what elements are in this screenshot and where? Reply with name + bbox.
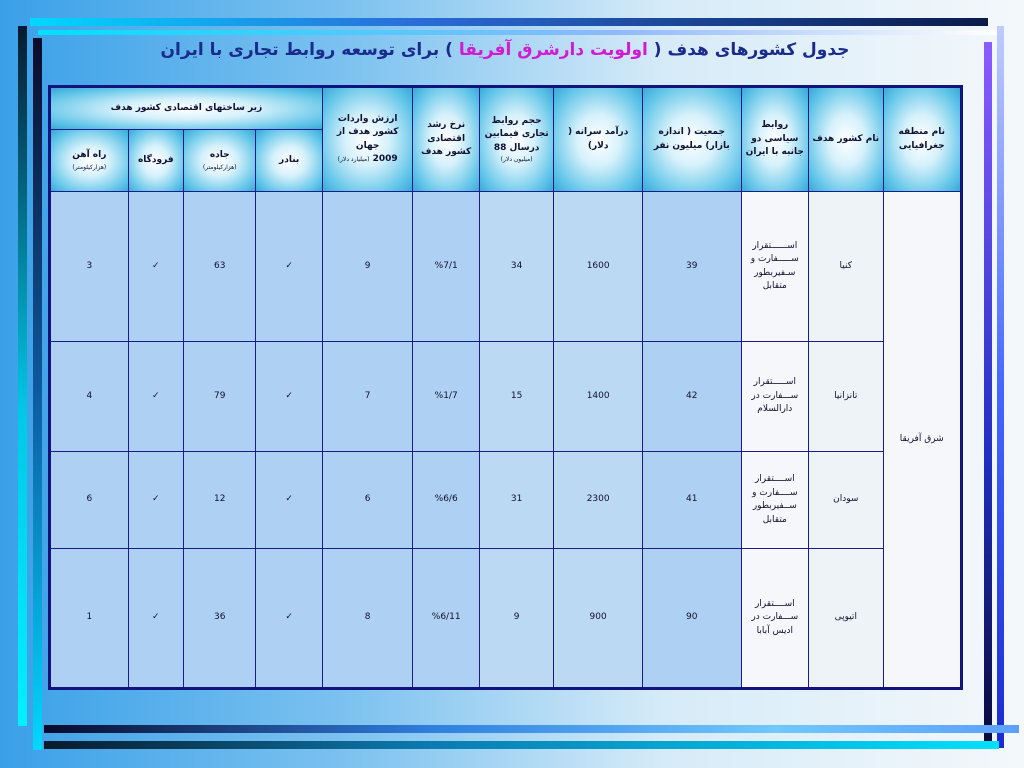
ports-check-icon: ✓ — [256, 192, 322, 342]
airports-check-icon: ✓ — [128, 549, 183, 689]
trade-cell: 15 — [479, 342, 553, 452]
rail-cell: 3 — [50, 192, 129, 342]
ports-check-icon: ✓ — [256, 549, 322, 689]
frame-bar-right-inner — [984, 42, 992, 742]
rail-cell: 4 — [50, 342, 129, 452]
imports-cell: 8 — [322, 549, 413, 689]
income-cell: 900 — [554, 549, 643, 689]
relations-cell: اســــــتقرار ســـــفارت و سـفیربطور متقابل — [741, 192, 808, 342]
population-cell: 42 — [642, 342, 741, 452]
frame-bar-top-inner — [38, 30, 998, 35]
header-imports-year: 2009 — [372, 154, 398, 164]
table-row — [50, 452, 962, 549]
page-title — [60, 40, 950, 60]
frame-bar-top — [30, 18, 988, 26]
growth-cell: %7/1 — [413, 192, 479, 342]
roads-cell: 79 — [183, 342, 255, 452]
income-cell: 1400 — [554, 342, 643, 452]
frame-bar-left-inner — [33, 38, 42, 750]
header-trade — [479, 87, 553, 192]
header-trade-unit: (میلیون دلار) — [500, 156, 533, 164]
header-country: نام کشور هدف — [809, 87, 883, 192]
frame-bar-bottom — [44, 741, 999, 749]
relations-cell: اســــتقرار ســـفارت در ادیس آبابا — [741, 549, 808, 689]
header-ports: بنادر — [256, 130, 322, 192]
country-cell: تانزانیا — [809, 342, 883, 452]
ports-check-icon: ✓ — [256, 452, 322, 549]
growth-cell: %6/11 — [413, 549, 479, 689]
header-relations: روابط سیاسی دو جانبه با ایران — [741, 87, 808, 192]
header-rail-unit: (هزارکیلومتر) — [72, 163, 107, 171]
population-cell: 41 — [642, 452, 741, 549]
header-infrastructure: زیر ساختهای اقتصادی کشور هدف — [50, 87, 323, 130]
trade-cell: 9 — [479, 549, 553, 689]
header-rail — [50, 130, 129, 192]
population-cell: 39 — [642, 192, 741, 342]
population-cell: 90 — [642, 549, 741, 689]
frame-bar-left — [18, 26, 27, 726]
table-row — [50, 549, 962, 689]
header-imports-label: ارزش واردات کشور هدف از جهان — [336, 113, 399, 151]
header-growth: نرخ رشد اقتصادی کشور هدف — [413, 87, 479, 192]
roads-cell: 12 — [183, 452, 255, 549]
title-highlight: اولویت دارشرق آفریقا — [458, 40, 648, 60]
header-region: نام منطقه جغرافیایی — [883, 87, 962, 192]
country-cell: اتیوپی — [809, 549, 883, 689]
table-row — [50, 342, 962, 452]
header-population: جمعیت ( اندازه بازار) میلیون نفر — [642, 87, 741, 192]
region-cell: شرق آفریقا — [883, 192, 962, 689]
growth-cell: %6/6 — [413, 452, 479, 549]
trade-cell: 31 — [479, 452, 553, 549]
header-roads-label: جاده — [209, 150, 230, 161]
rail-cell: 6 — [50, 452, 129, 549]
header-trade-label: حجم روابط تجاری فیمابین درسال 88 — [484, 115, 549, 153]
imports-cell: 9 — [322, 192, 413, 342]
header-airports: فرودگاه — [128, 130, 183, 192]
country-cell: سودان — [809, 452, 883, 549]
imports-cell: 6 — [322, 452, 413, 549]
airports-check-icon: ✓ — [128, 192, 183, 342]
title-prefix: جدول کشورهای هدف ( — [647, 40, 850, 60]
rail-cell: 1 — [50, 549, 129, 689]
airports-check-icon: ✓ — [128, 452, 183, 549]
country-cell: کنیا — [809, 192, 883, 342]
relations-cell: اســـــتقرار ســـفارت در دارالسلام — [741, 342, 808, 452]
growth-cell: %1/7 — [413, 342, 479, 452]
target-countries-table — [48, 85, 963, 690]
roads-cell: 63 — [183, 192, 255, 342]
frame-bar-bottom-inner — [44, 725, 1019, 733]
header-imports-unit: (میلیارد دلار) — [337, 156, 370, 163]
header-income: درآمد سرانه ( دلار) — [554, 87, 643, 192]
income-cell: 2300 — [554, 452, 643, 549]
ports-check-icon: ✓ — [256, 342, 322, 452]
trade-cell: 34 — [479, 192, 553, 342]
relations-cell: اســــتقرار ســــفارت و ســفیربطور متقابل — [741, 452, 808, 549]
imports-cell: 7 — [322, 342, 413, 452]
roads-cell: 36 — [183, 549, 255, 689]
header-imports — [322, 87, 413, 192]
header-roads — [183, 130, 255, 192]
income-cell: 1600 — [554, 192, 643, 342]
header-roads-unit: (هزارکیلومتر) — [202, 163, 237, 171]
airports-check-icon: ✓ — [128, 342, 183, 452]
table-row — [50, 192, 962, 342]
title-suffix: ) برای توسعه روابط تجاری با ایران — [160, 40, 459, 60]
frame-bar-right — [997, 26, 1004, 748]
header-rail-label: راه آهن — [72, 150, 107, 161]
